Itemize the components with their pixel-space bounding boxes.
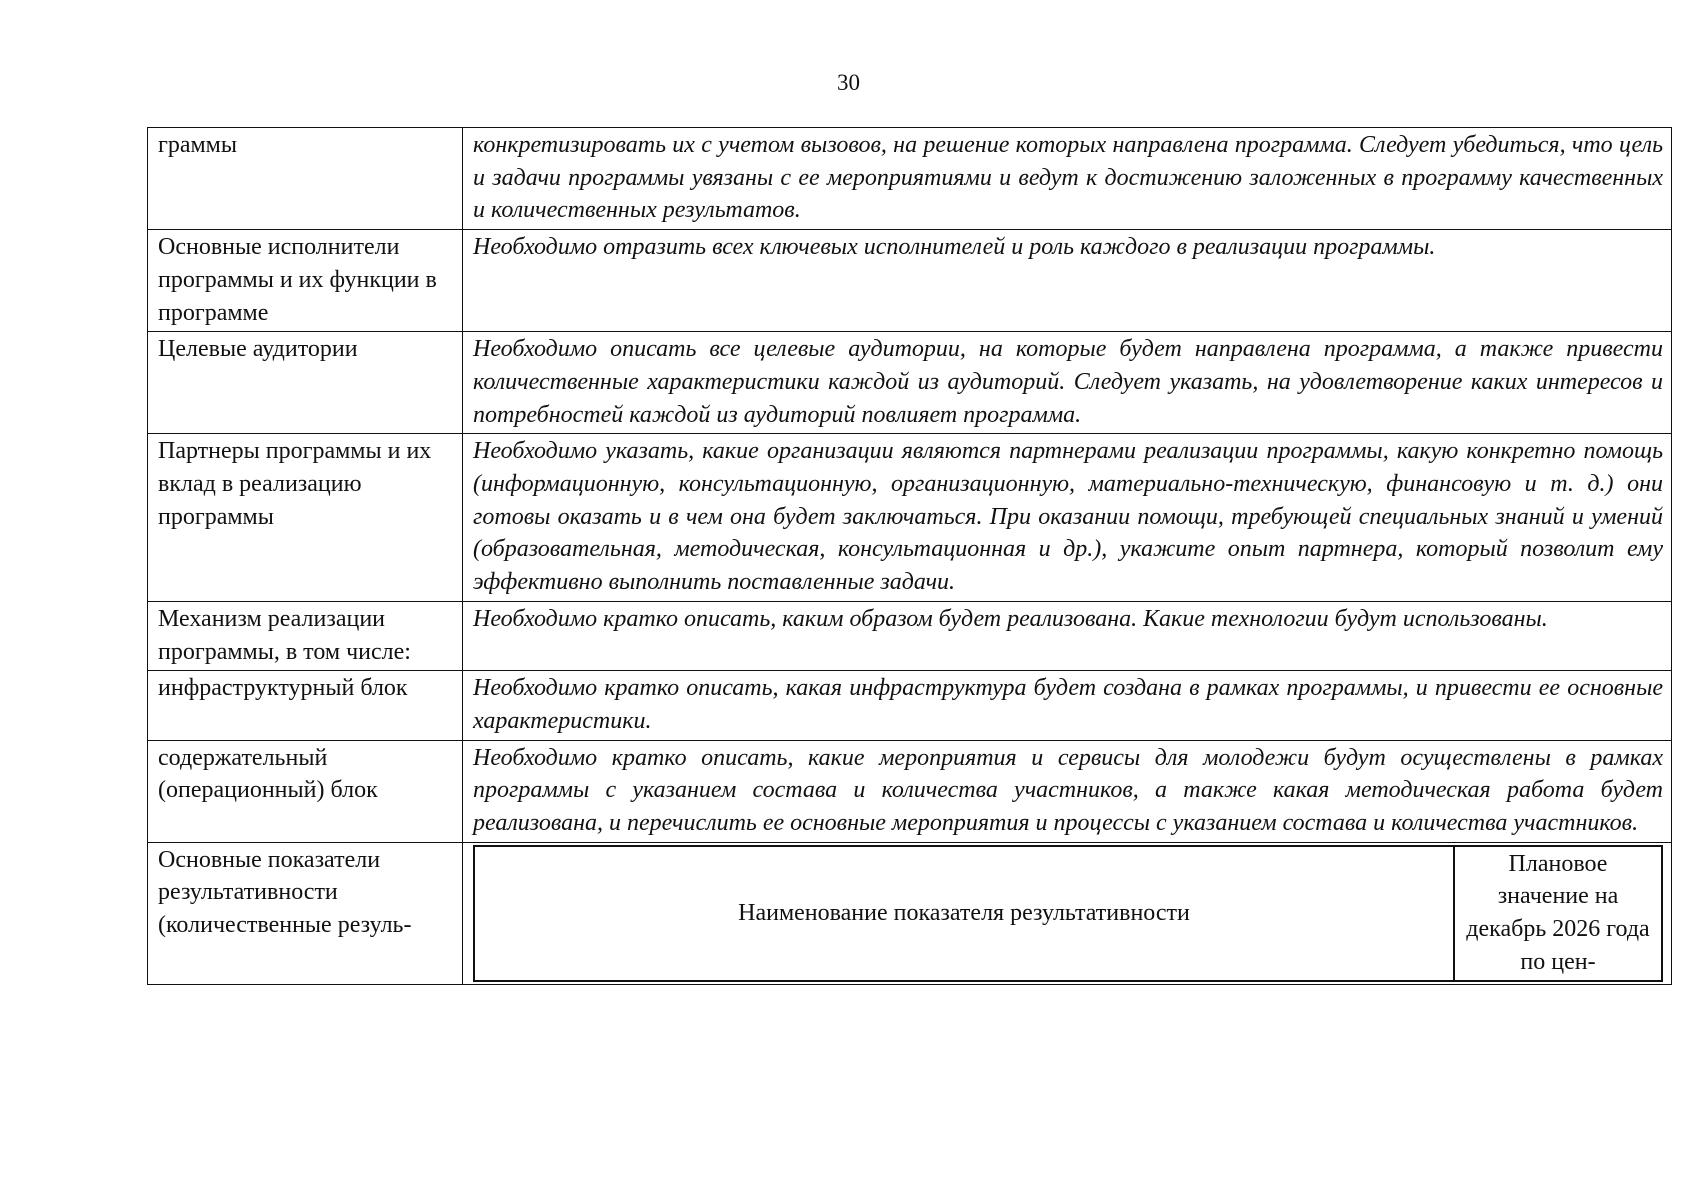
indicators-cell [463, 842, 1672, 984]
row-label: содержательный (операционный) блок [148, 740, 463, 842]
table-row [148, 671, 1672, 740]
row-description: Необходимо кратко описать, каким образом будет реализована. Какие технологии будут использованы. [463, 601, 1672, 670]
table-row [148, 740, 1672, 842]
row-description: Необходимо кратко описать, какая инфраструктура будет создана в рамках программы, и привести ее основные характеристики. [463, 671, 1672, 740]
row-label: граммы [148, 128, 463, 230]
table-row [148, 601, 1672, 670]
table-row [148, 434, 1672, 602]
indicator-name-header: Наименование показателя результативности [474, 846, 1454, 981]
row-label: Партнеры программы и их вклад в реализацию программы [148, 434, 463, 602]
row-description: Необходимо описать все целевые аудитории, на которые будет направлена программа, а также привести количественные характеристики каждой из аудиторий. Следует указать, на удовлетворение каких интересов и потребностей каждой из аудиторий повлияет программа. [463, 332, 1672, 434]
row-description: Необходимо указать, какие организации являются партнерами реализации программы, какую конкретно помощь (информационную, консультационную, организационную, материально-техническую, финансовую и т. д.) они готовы оказать и в чем она будет заключаться. При оказании помощи, требующей специальных знаний и умений (образовательная, методическая, консультационная и др.), укажите опыт партнера, который позволит ему эффективно выполнить поставленные задачи. [463, 434, 1672, 602]
indicators-header-row [474, 846, 1662, 981]
table-row-indicators [148, 842, 1672, 984]
page-number: 30 [837, 70, 860, 95]
row-description: конкретизировать их с учетом вызовов, на решение которых направлена программа. Следует убедиться, что цель и задачи программы увязаны с ее мероприятиями и ведут к достижению заложенных в программу качественных и количественных результатов. [463, 128, 1672, 230]
row-label: Целевые аудитории [148, 332, 463, 434]
row-label: Основные исполнители программы и их функции в программе [148, 230, 463, 332]
table-row [148, 332, 1672, 434]
table-row [148, 128, 1672, 230]
row-label: Механизм реализации программы, в том числе: [148, 601, 463, 670]
row-description: Необходимо отразить всех ключевых исполнителей и роль каждого в реализации программы. [463, 230, 1672, 332]
table-row [148, 230, 1672, 332]
row-label: инфраструктурный блок [148, 671, 463, 740]
planned-value-header: Плановое значение на декабрь 2026 года по цен- [1454, 846, 1662, 981]
row-description: Необходимо кратко описать, какие мероприятия и сервисы для молодежи будут осуществлены в рамках программы с указанием состава и количества участников, а также какая методическая работа будет реализована, и перечислить ее основные мероприятия и процессы с указанием состава и количества участников. [463, 740, 1672, 842]
indicators-table [473, 845, 1663, 982]
row-label: Основные показатели результативности (количественные резуль- [148, 842, 463, 984]
program-description-table [147, 127, 1672, 985]
